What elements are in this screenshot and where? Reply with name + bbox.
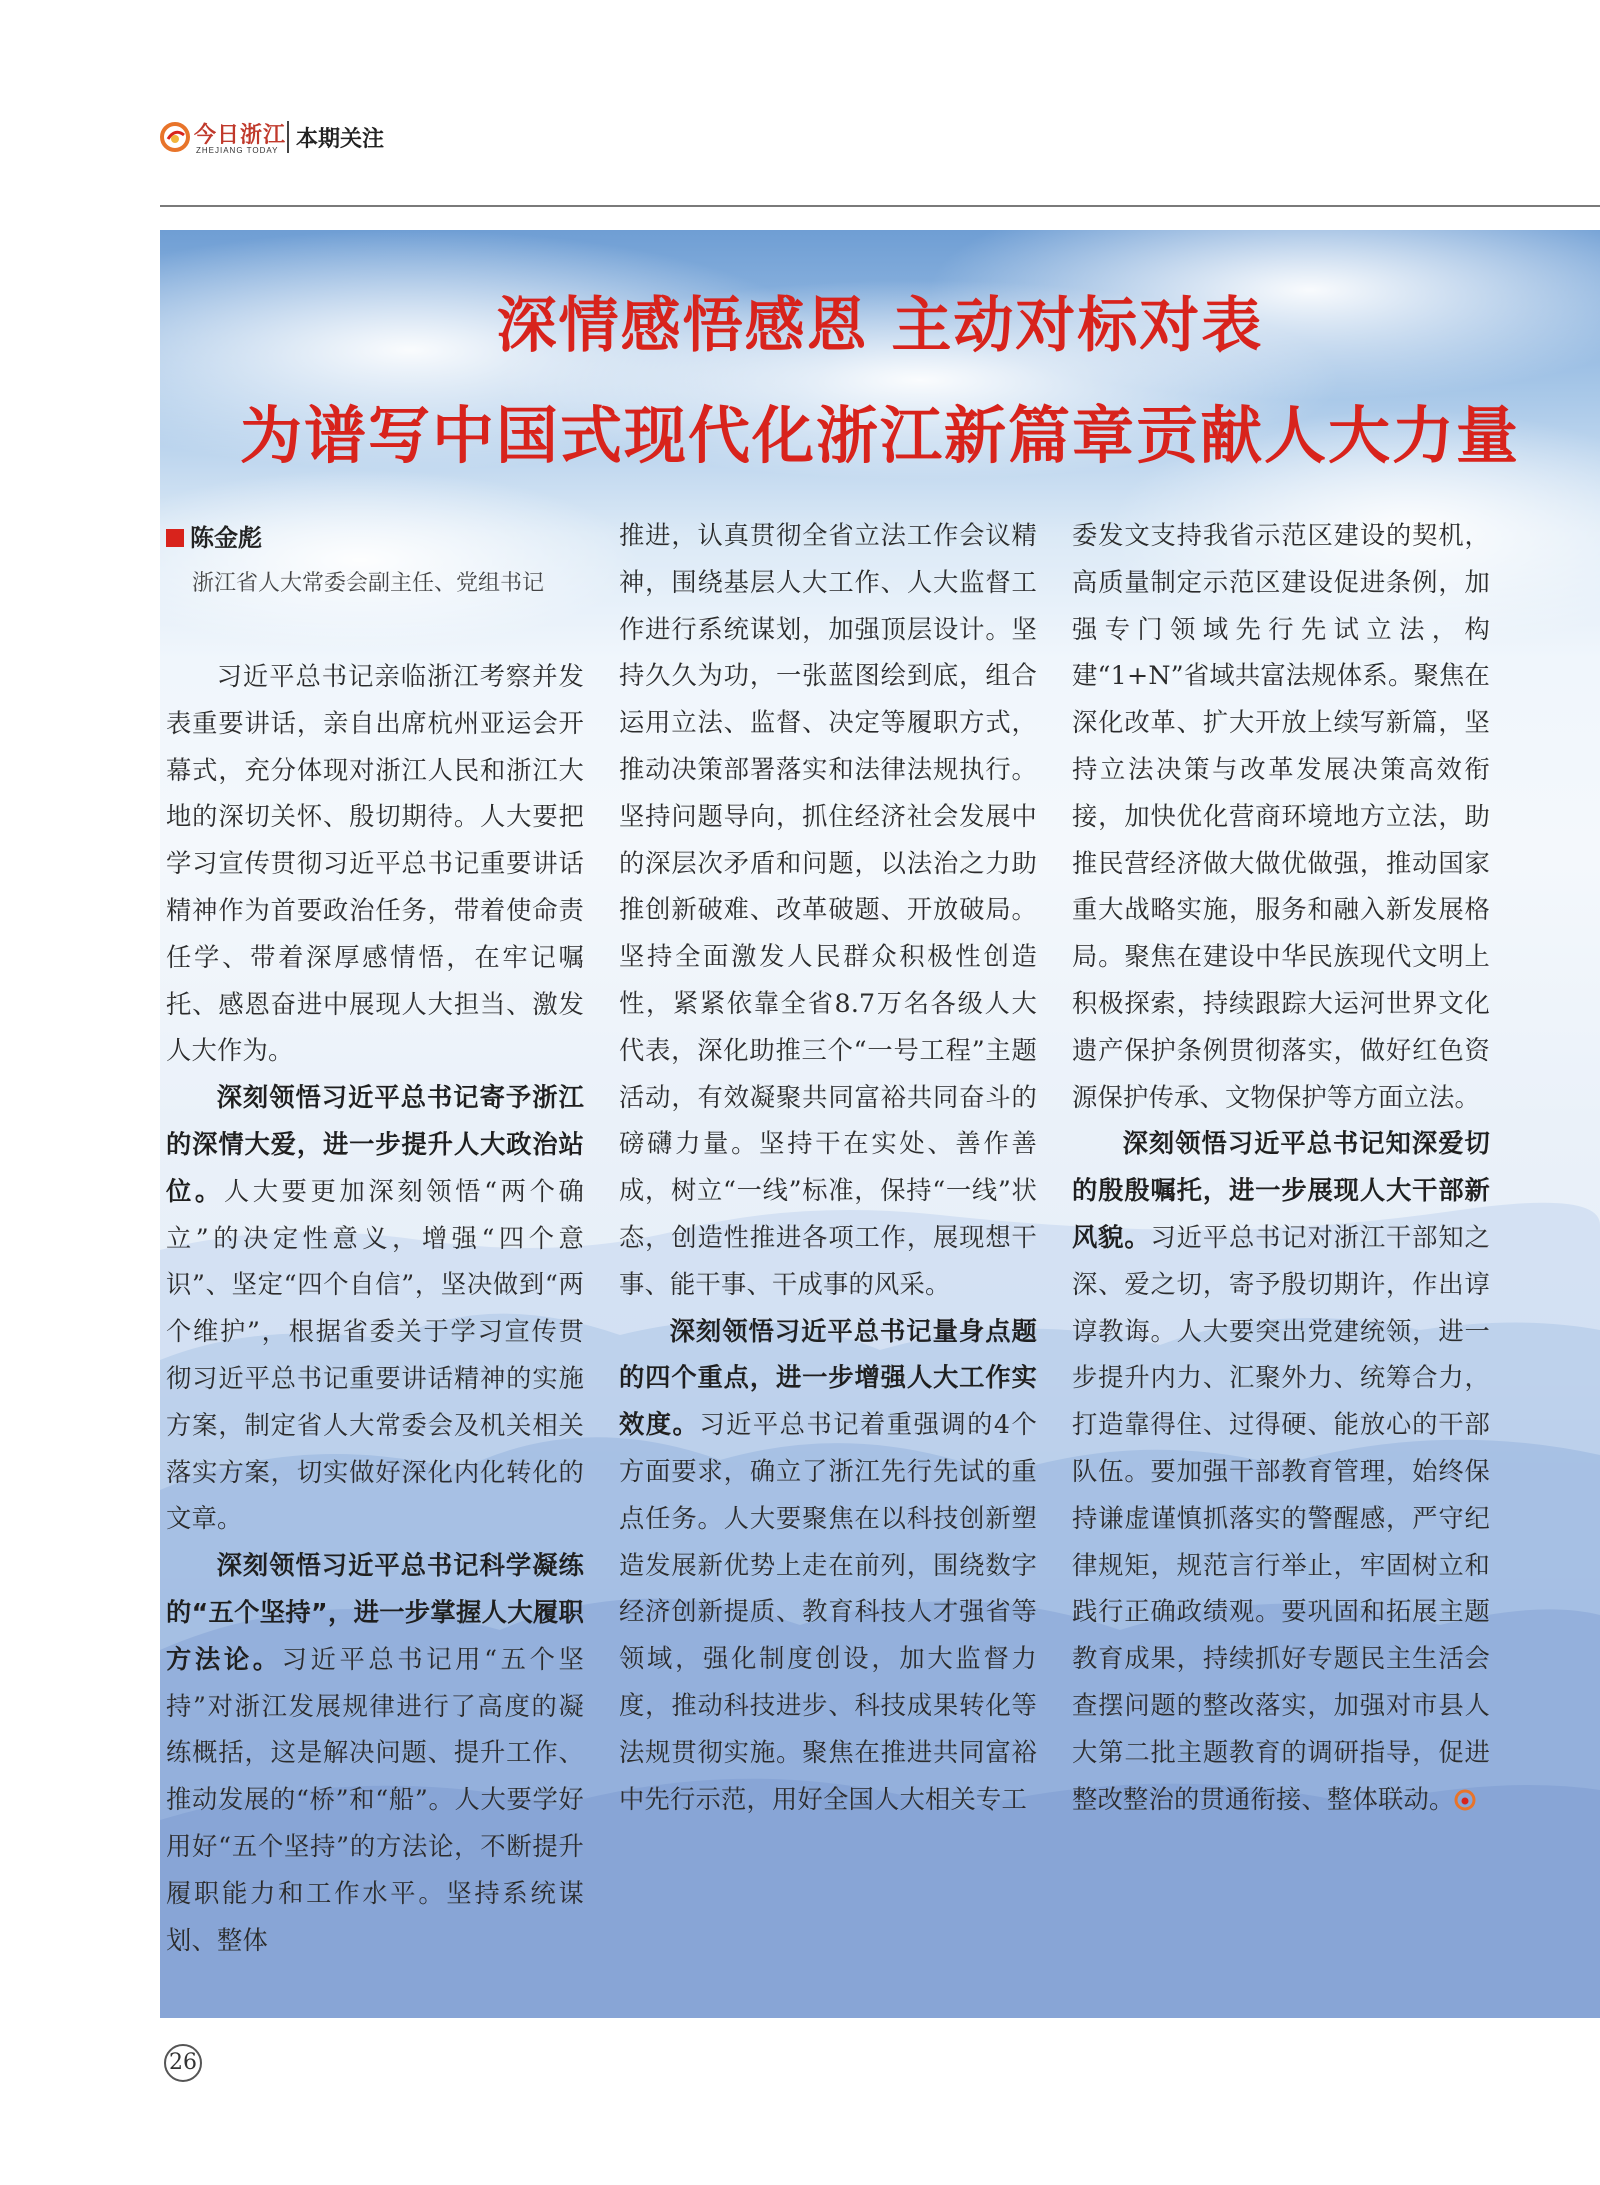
paragraph-4-body: 习近平总书记着重强调的4个方面要求，确立了浙江先行先试的重点任务。人大要聚焦在以科技创新塑造发展新优势上走在前列，围绕数字经济创新提质、教育科技人才强省等领域，强化制度创设，加大监督力度，推动科技进步、科技成果转化等法规贯彻实施。聚焦在推进共同富裕中先行示范，用好全国人大相关专工 — [619, 1410, 1037, 1814]
section-name: 本期关注 — [296, 127, 385, 152]
paragraph-5 — [1072, 1121, 1490, 1823]
article-column-2 — [619, 513, 1037, 1823]
article-column-3 — [1072, 513, 1490, 1823]
author-name: 陈金彪 — [190, 524, 262, 552]
byline-square-icon — [166, 529, 184, 547]
article-end-icon — [1454, 1789, 1476, 1811]
paragraph-3-lead: 深刻领悟习近平总书记科学凝练的“五个坚持”，进一步掌握人大履职方法论。 — [166, 1551, 584, 1674]
author-position: 浙江省人大常委会副主任、党组书记 — [192, 571, 545, 596]
headline-line-1: 深情感悟感恩 主动对标对表 — [496, 291, 1264, 361]
paragraph-5-lead: 深刻领悟习近平总书记知深爱切的殷殷嘱托，进一步展现人大干部新风貌。 — [1072, 1129, 1490, 1252]
page-number: 26 — [164, 2044, 202, 2082]
magazine-logo-subtitle: ZHEJIANG TODAY — [196, 146, 279, 155]
paragraph-3 — [166, 1543, 584, 1964]
paragraph-2-lead: 深刻领悟习近平总书记寄予浙江的深情大爱，进一步提升人大政治站位。 — [166, 1083, 584, 1206]
paragraph-4-continued: 委发文支持我省示范区建设的契机，高质量制定示范区建设促进条例，加强专门领域先行先试立法，构建“1+N”省域共富法规体系。聚焦在深化改革、扩大开放上续写新篇，坚持立法决策与改革发展决策高效衔接，加快优化营商环境地方立法，助推民营经济做大做优做强，推动国家重大战略实施，服务和融入新发展格局。聚焦在建设中华民族现代文明上积极探索，持续跟踪大运河世界文化遗产保护条例贯彻落实，做好红色资源保护传承、文物保护等方面立法。 — [1072, 521, 1490, 1112]
paragraph-3-continued: 推进，认真贯彻全省立法工作会议精神，围绕基层人大工作、人大监督工作进行系统谋划，加强顶层设计。坚持久久为功，一张蓝图绘到底，组合运用立法、监督、决定等履职方式，推动决策部署落实和法律法规执行。坚持问题导向，抓住经济社会发展中的深层次矛盾和问题，以法治之力助推创新破难、改革破题、开放破局。坚持全面激发人民群众积极性创造性，紧紧依靠全省8.7万名各级人大代表，深化助推三个“一号工程”主题活动，有效凝聚共同富裕共同奋斗的磅礴力量。坚持干在实处、善作善成，树立“一线”标准，保持“一线”状态，创造性推进各项工作，展现想干事、能干事、干成事的风采。 — [619, 521, 1037, 1299]
magazine-logo-text: 今日浙江 — [194, 122, 287, 148]
paragraph-2-body: 人大要更加深刻领悟“两个确立”的决定性意义，增强“四个意识”、坚定“四个自信”，坚决做到“两个维护”，根据省委关于学习宣传贯彻习近平总书记重要讲话精神的实施方案，制定省人大常委会及机关相关落实方案，切实做好深化内化转化的文章。 — [166, 1176, 584, 1534]
paragraph-4-lead: 深刻领悟习近平总书记量身点题的四个重点，进一步增强人大工作实效度。 — [619, 1316, 1037, 1440]
article-column-1 — [166, 654, 584, 1964]
header-separator — [287, 121, 289, 153]
paragraph-2 — [166, 1075, 584, 1543]
paragraph-intro: 习近平总书记亲临浙江考察并发表重要讲话，亲自出席杭州亚运会开幕式，充分体现对浙江人民和浙江大地的深切关怀、殷切期待。人大要把学习宣传贯彻习近平总书记重要讲话精神作为首要政治任务，带着使命责任学、带着深厚感情悟，在牢记嘱托、感恩奋进中展现人大担当、激发人大作为。 — [166, 662, 584, 1066]
magazine-logo-icon — [160, 122, 190, 152]
header-rule — [160, 205, 1600, 207]
paragraph-4 — [619, 1309, 1037, 1824]
paragraph-5-body: 习近平总书记对浙江干部知之深、爱之切，寄予殷切期许，作出谆谆教诲。人大要突出党建统领，进一步提升内力、汇聚外力、统筹合力，打造靠得住、过得硬、能放心的干部队伍。要加强干部教育管理，始终保持谦虚谨慎抓落实的警醒感，严守纪律规矩，规范言行举止，牢固树立和践行正确政绩观。要巩固和拓展主题教育成果，持续抓好专题民主生活会查摆问题的整改落实，加强对市县人大第二批主题教育的调研指导，促进整改整治的贯通衔接、整体联动。 — [1072, 1222, 1490, 1814]
headline-line-2: 为谱写中国式现代化浙江新篇章贡献人大力量 — [239, 399, 1520, 472]
page-header — [0, 0, 1600, 205]
paragraph-3-body: 习近平总书记用“五个坚持”对浙江发展规律进行了高度的凝练概括，这是解决问题、提升工作、推动发展的“桥”和“船”。人大要学好用好“五个坚持”的方法论，不断提升履职能力和工作水平。坚持系统谋划、整体 — [166, 1644, 584, 1955]
author-byline — [166, 518, 262, 553]
